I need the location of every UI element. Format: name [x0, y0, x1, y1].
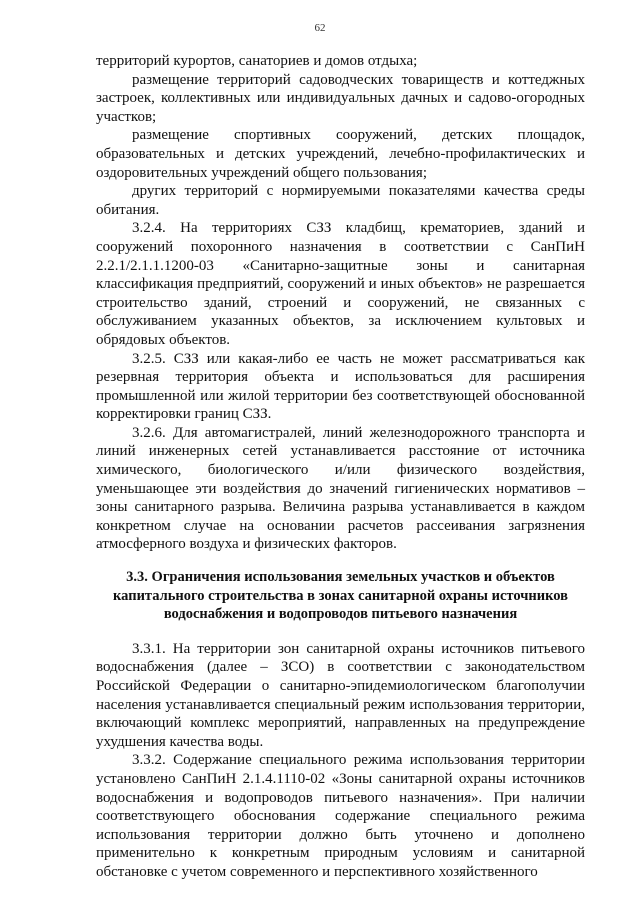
paragraph-3-2-4: 3.2.4. На территориях СЗЗ кладбищ, крематориев, зданий и сооружений похоронного назначения в соответствии с СанПиН 2.2.1/2.1.1.1200-03 «Санитарно-защитные зоны и санитарная классификация предприятий, сооружений и иных объектов» не разрешается строительство зданий, строений и сооружений, не связанных с обслуживанием указанных объектов, за исключением культовых и обрядовых объектов. [96, 220, 585, 348]
document-body [96, 52, 585, 882]
page-number: 62 [314, 22, 326, 34]
section-heading-3-3: 3.3. Ограничения использования земельных участков и объектов капитального строительства в зонах санитарной охраны источников водоснабжения и водопроводов питьевого назначения [113, 569, 568, 623]
paragraph-list-item-gardening: размещение территорий садоводческих товариществ и коттеджных застроек, коллективных или индивидуальных дачных и садово-огородных участков; [96, 71, 585, 125]
paragraph-3-3-1: 3.3.1. На территории зон санитарной охраны источников питьевого водоснабжения (далее – ЗСО) в соответствии с законодательством Российской Федерации о санитарно-эпидемиологическом благополучии населения устанавливается специальный режим использования территории, включающий комплекс мероприятий, направленных на предупреждение ухудшения качества воды. [96, 640, 585, 750]
paragraph-list-item-other: других территорий с нормируемыми показателями качества среды обитания. [96, 183, 585, 218]
paragraph-continuation: территорий курортов, санаториев и домов отдыха; [96, 53, 418, 69]
paragraph-3-2-5: 3.2.5. СЗЗ или какая-либо ее часть не может рассматриваться как резервная территория объекта и использоваться для расширения промышленной или жилой территории без соответствующей обоснованной корректировки границ СЗЗ. [96, 350, 585, 423]
paragraph-list-item-sports: размещение спортивных сооружений, детских площадок, образовательных и детских учреждений, лечебно-профилактических и оздоровительных учреждений общего пользования; [96, 127, 585, 181]
paragraph-3-3-2: 3.3.2. Содержание специального режима использования территории установлено СанПиН 2.1.4.1110-02 «Зоны санитарной охраны источников водоснабжения и водопроводов питьевого назначения». При наличии соответствующего обоснования содержание специального режима использования территории должно быть уточнено и дополнено применительно к конкретным природным условиям и санитарной обстановке с учетом современного и перспективного хозяйственного [96, 752, 585, 880]
paragraph-3-2-6: 3.2.6. Для автомагистралей, линий железнодорожного транспорта и линий инженерных сетей устанавливается расстояние от источника химического, биологического и/или физического воздействия, уменьшающее эти воздействия до значений гигиенических нормативов – зоны санитарного разрыва. Величина разрыва устанавливается в каждом конкретном случае на основании расчетов рассеивания загрязнения атмосферного воздуха и физических факторов. [96, 424, 585, 553]
